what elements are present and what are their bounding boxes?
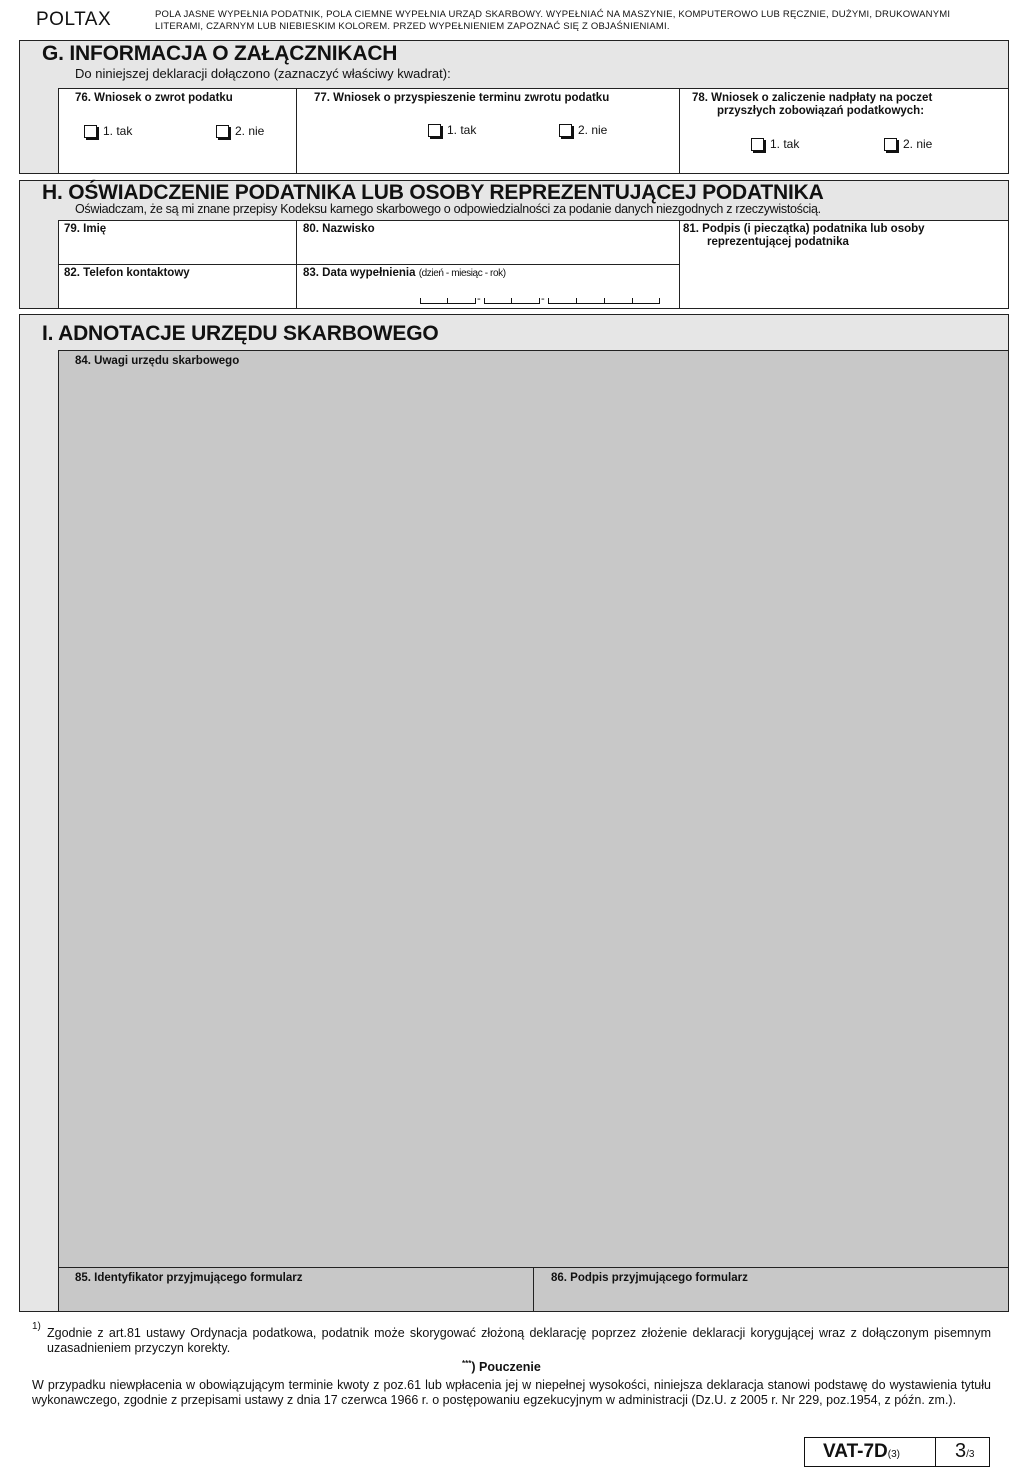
checkbox-icon[interactable] <box>559 124 572 137</box>
poltax-logo: POLTAX <box>36 9 112 30</box>
section-i-title: I. ADNOTACJE URZĘDU SKARBOWEGO <box>42 322 439 345</box>
checkbox-icon[interactable] <box>751 138 764 151</box>
date-separator: - <box>477 293 481 305</box>
field-78-label: 78. Wniosek o zaliczenie nadpłaty na poczet <box>692 92 933 104</box>
page-number: 3/3 <box>955 1440 975 1462</box>
form-code: VAT-7D(3) <box>823 1441 900 1462</box>
field-81-label-2: reprezentującej podatnika <box>707 236 849 248</box>
field-77-tak[interactable]: 1. tak <box>428 123 476 137</box>
section-g-subtitle: Do niniejszej deklaracji dołączono (zaznaczyć właściwy kwadrat): <box>75 66 451 81</box>
field-84 <box>58 350 1009 1268</box>
field-80-label: 80. Nazwisko <box>303 223 375 235</box>
section-h-subtitle: Oświadczam, że są mi znane przepisy Kodeksu karnego skarbowego o odpowiedzialności za podanie danych niezgodnych z rzeczywistością. <box>75 202 821 216</box>
field-85-label: 85. Identyfikator przyjmującego formularz <box>75 1272 303 1284</box>
field-78-label-2: przyszłych zobowiązań podatkowych: <box>717 105 925 117</box>
field-82-label: 82. Telefon kontaktowy <box>64 267 190 279</box>
field-78-nie[interactable]: 2. nie <box>884 137 932 151</box>
checkbox-icon[interactable] <box>428 124 441 137</box>
field-86-label: 86. Podpis przyjmującego formularz <box>551 1272 748 1284</box>
pouczenie-heading: ***) Pouczenie <box>462 1359 541 1375</box>
field-76-label: 76. Wniosek o zwrot podatku <box>75 92 233 104</box>
footnote-mark: 1) <box>32 1321 41 1332</box>
checkbox-icon[interactable] <box>884 138 897 151</box>
checkbox-icon[interactable] <box>84 125 97 138</box>
field-77-label: 77. Wniosek o przyspieszenie terminu zwrotu podatku <box>314 92 610 104</box>
checkbox-icon[interactable] <box>216 125 229 138</box>
field-77-nie[interactable]: 2. nie <box>559 123 607 137</box>
fill-instructions: POLA JASNE WYPEŁNIA PODATNIK, POLA CIEMNE WYPEŁNIA URZĄD SKARBOWY. WYPEŁNIAĆ NA MASZYNIE, KOMPUTEROWO LUB RĘCZNIE, DUŻYMI, DRUKOWANYMI LITERAMI, CZARNYM LUB NIEBIESKIM KOLOREM. PRZED WYPEŁNIENIEM ZAPOZNAĆ SIĘ Z OBJAŚNIENIAMI. <box>155 9 951 32</box>
field-84-label: 84. Uwagi urzędu skarbowego <box>75 355 240 367</box>
section-h-title: H. OŚWIADCZENIE PODATNIKA LUB OSOBY REPREZENTUJĄCEJ PODATNIKA <box>42 181 824 204</box>
date-separator: - <box>541 293 545 305</box>
date-day-comb[interactable] <box>420 298 476 304</box>
pouczenie-text: W przypadku niewpłacenia w obowiązującym terminie kwoty z poz.61 lub wpłacenia jej w niepełnej wysokości, niniejsza deklaracja stanowi podstawę do wystawienia tytułu wykonawczego, zgodnie z przepisami ustawy z dnia 17 czerwca 1966 r. o postępowaniu egzekucyjnym w administracji (Dz.U. z 2005 r. Nr 229, poz.1954, z późn. zm.). <box>32 1378 991 1407</box>
field-81-label: 81. Podpis (i pieczątka) podatnika lub osoby <box>683 223 925 235</box>
field-79-label: 79. Imię <box>64 223 107 235</box>
date-month-comb[interactable] <box>484 298 540 304</box>
field-76-tak[interactable]: 1. tak <box>84 124 132 138</box>
field-76-nie[interactable]: 2. nie <box>216 124 264 138</box>
footnote-text: Zgodnie z art.81 ustawy Ordynacja podatkowa, podatnik może skorygować złożoną deklarację poprzez złożenie deklaracji korygującej wraz z dołączonym pisemnym uzasadnieniem przyczyn korekty. <box>47 1326 991 1355</box>
field-83-label: 83. Data wypełnienia (dzień - miesiąc - rok) <box>303 267 506 279</box>
field-78-tak[interactable]: 1. tak <box>751 137 799 151</box>
section-g-title: G. INFORMACJA O ZAŁĄCZNIKACH <box>42 42 398 65</box>
